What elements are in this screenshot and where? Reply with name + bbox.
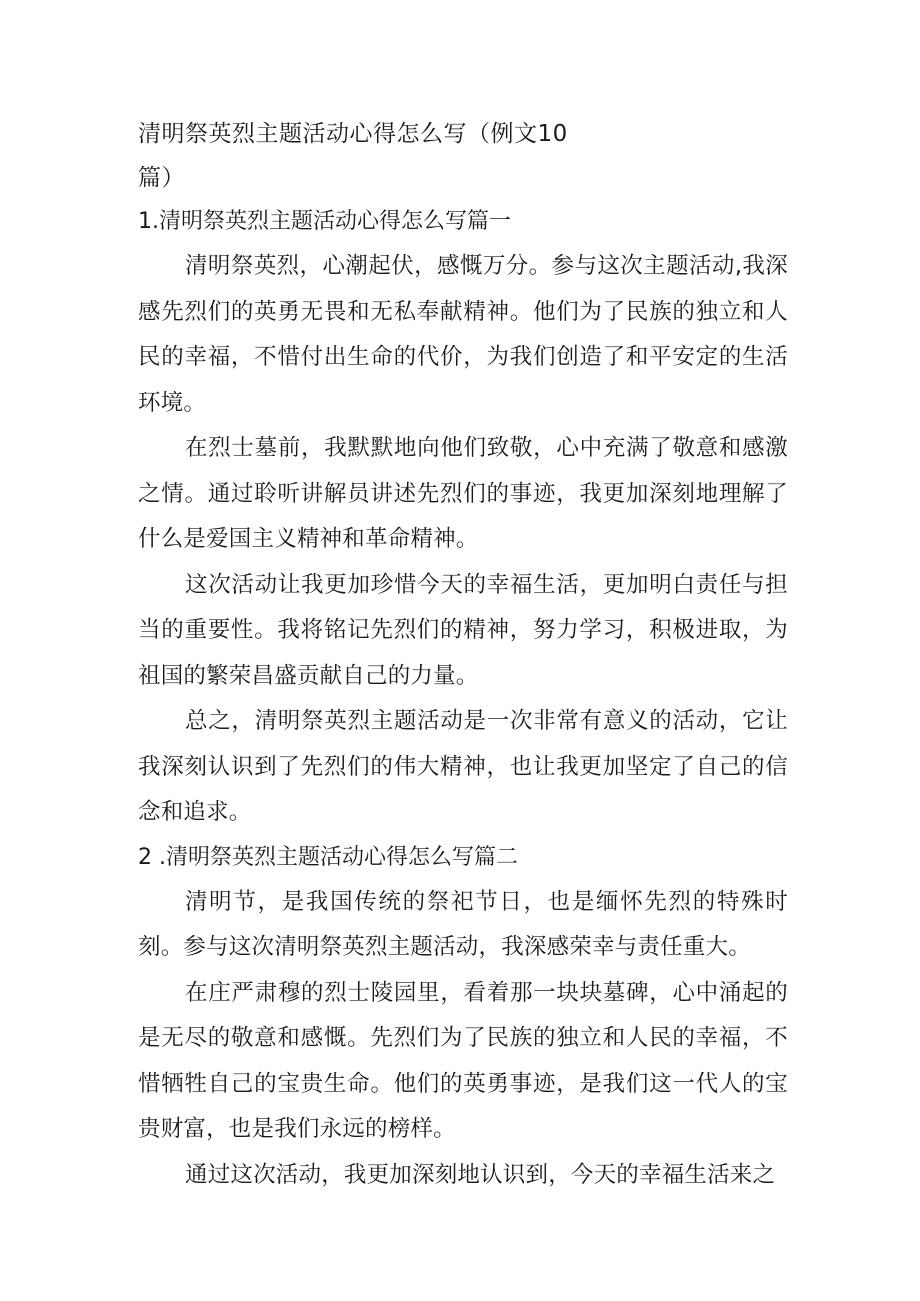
section-heading-2: 2 .清明祭英烈主题活动心得怎么写篇二 [138, 844, 518, 870]
paragraph: 清明节，是我国传统的祭祀节日，也是缅怀先烈的特殊时刻。参与这次清明祭英烈主题活动，我深感荣幸与责任重大。 [138, 888, 788, 960]
section-heading-1: 1.清明祭英烈主题活动心得怎么写篇一 [138, 209, 511, 234]
paragraph: 通过这次活动，我更加深刻地认识到，今天的幸福生活来之 [185, 1161, 776, 1188]
paragraph: 在烈士墓前，我默默地向他们致敬，心中充满了敬意和感激之情。通过聆听讲解员讲述先烈们的事迹，我更加深刻地理解了什么是爱国主义精神和革命精神。 [138, 435, 788, 552]
document-body [138, 112, 788, 1198]
paragraph: 这次活动让我更加珍惜今天的幸福生活，更加明白责任与担当的重要性。我将铭记先烈们的精神，努力学习，积极进取，为祖国的繁荣昌盛贡献自己的力量。 [138, 571, 788, 689]
paragraph: 清明祭英烈，心潮起伏，感慨万分。参与这次主题活动,我深感先烈们的英勇无畏和无私奉献精神。他们为了民族的独立和人民的幸福，不惜付出生命的代价，为我们创造了和平安定的生活环境。 [138, 253, 788, 416]
paragraph: 总之，清明祭英烈主题活动是一次非常有意义的活动，它让我深刻认识到了先烈们的伟大精神，也让我更加坚定了自己的信念和追求。 [138, 708, 788, 825]
paragraph: 在庄严肃穆的烈士陵园里，看着那一块块墓碑，心中涌起的是无尽的敬意和感慨。先烈们为了民族的独立和人民的幸福，不惜牺牲自己的宝贵生命。他们的英勇事迹，是我们这一代人的宝贵财富，也是我们永远的榜样。 [138, 979, 788, 1142]
document-title: 清明祭英烈主题活动心得怎么写（例文10篇） [138, 121, 568, 191]
